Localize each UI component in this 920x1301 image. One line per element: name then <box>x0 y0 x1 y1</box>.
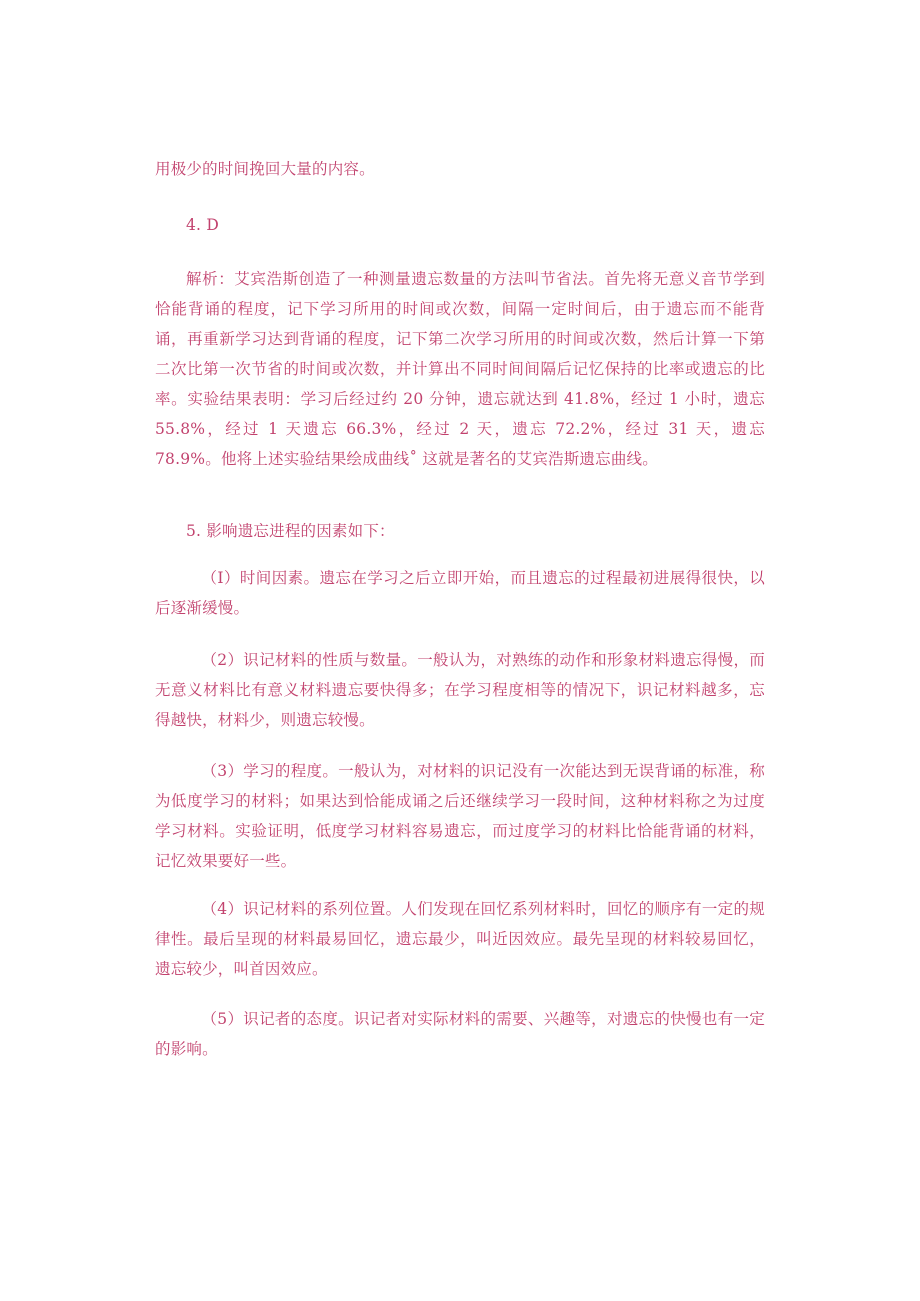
paragraph-analysis: 解析：艾宾浩斯创造了一种测量遗忘数量的方法叫节省法。首先将无意义音节学到恰能背诵的程度，记下学习所用的时间或次数，间隔一定时间后，由于遗忘而不能背诵，再重新学习达到背诵的程度，记下第二次学习所用的时间或次数，然后计算一下第二次比第一次节省的时间或次数，并计算出不同时间间隔后记忆保持的比率或遗忘的比率。实验结果表明：学习后经过约 20 分钟，遗忘就达到 41.8%，经过 1 小时，遗忘 55.8%，经过 1 天遗忘 66.3%，经过 2 天，遗忘 72.2%，经过 31 天，遗忘 78.9%。他将上述实验结果绘成曲线˚ 这就是著名的艾宾浩斯遗忘曲线。 <box>155 270 765 468</box>
factor-item-4: （4）识记材料的系列位置。人们发现在回忆系列材料时，回忆的顺序有一定的规律性。最后呈现的材料最易回忆，遗忘最少，叫近因效应。最先呈现的材料较易回忆，遗忘较少，叫首因效应。 <box>155 900 765 978</box>
paragraph-continuation: 用极少的时间挽回大量的内容。 <box>155 160 375 178</box>
answer-heading-4: 4. D <box>186 216 219 234</box>
factor-item-3: （3）学习的程度。一般认为，对材料的识记没有一次能达到无误背诵的标准，称为低度学习的材料；如果达到恰能成诵之后还继续学习一段时间，这种材料称之为过度学习材料。实验证明，低度学习材料容易遗忘，而过度学习的材料比恰能背诵的材料，记忆效果要好一些。 <box>155 762 765 870</box>
answer-heading-5: 5. 影响遗忘进程的因素如下： <box>186 522 395 540</box>
factor-item-1: （I）时间因素。遗忘在学习之后立即开始，而且遗忘的过程最初进展得很快，以后逐渐缓慢。 <box>155 569 765 617</box>
factor-item-5: （5）识记者的态度。识记者对实际材料的需要、兴趣等，对遗忘的快慢也有一定的影响。 <box>155 1010 765 1058</box>
factor-item-2: （2）识记材料的性质与数量。一般认为，对熟练的动作和形象材料遗忘得慢，而无意义材料比有意义材料遗忘要快得多；在学习程度相等的情况下，识记材料越多，忘得越快，材料少，则遗忘较慢。 <box>155 651 765 729</box>
